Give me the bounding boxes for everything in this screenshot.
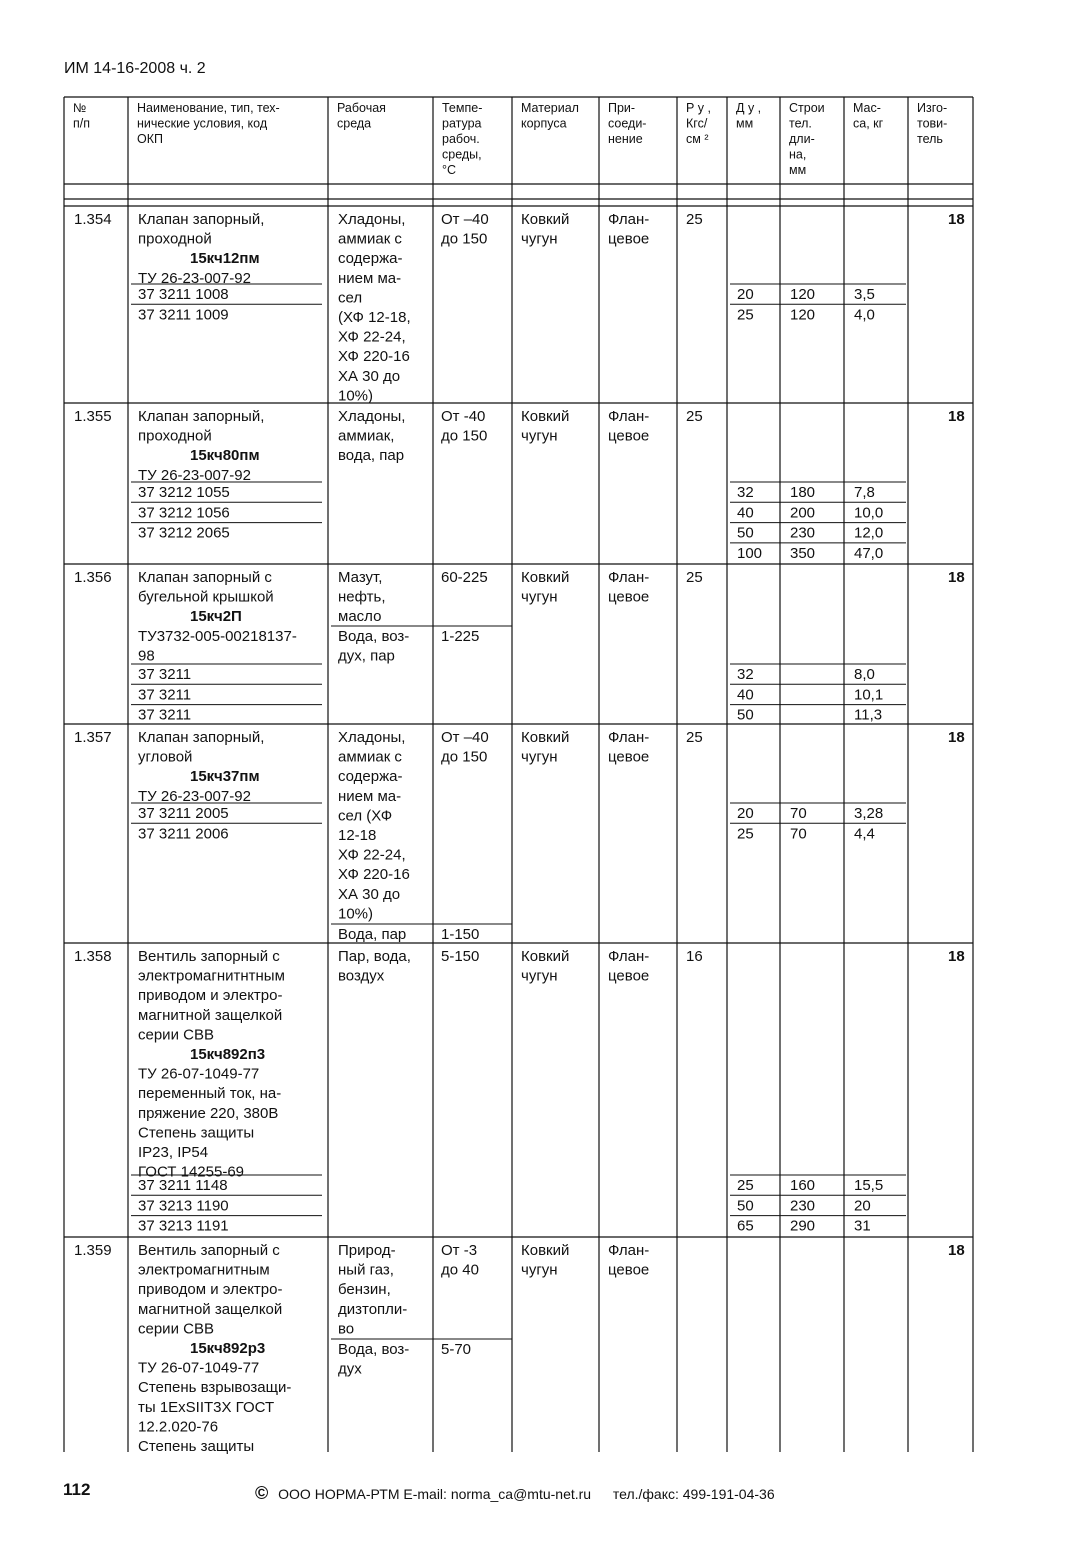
okp-code: 37 3212 2065 <box>138 524 230 542</box>
valve-model: 15кч2П <box>190 608 242 626</box>
nominal-diameter: 50 <box>737 706 754 724</box>
col-header-name: ОКП <box>137 132 163 146</box>
row-number: 1.357 <box>74 729 112 746</box>
valve-model: 15кч80пм <box>190 447 260 465</box>
name-text: Вентиль запорный с <box>138 1242 280 1259</box>
working-medium: (ХФ 12-18, <box>338 309 411 326</box>
construction-length: 350 <box>790 544 816 562</box>
nominal-pressure: 16 <box>686 948 703 965</box>
working-medium: Вода, пар <box>338 926 407 943</box>
okp-code: 37 3211 2005 <box>138 805 229 822</box>
maker-code: 18 <box>948 408 965 425</box>
col-header-length: на, <box>789 147 807 162</box>
valve-model: 15кч12пм <box>190 250 260 268</box>
connection-type: цевое <box>608 588 650 606</box>
temperature: От –40 <box>441 729 489 746</box>
name-text: приводом и электро- <box>138 987 283 1005</box>
temperature: 60-225 <box>441 569 488 586</box>
okp-code: 37 3213 1191 <box>138 1217 229 1235</box>
valve-model: 15кч37пм <box>190 768 260 786</box>
connection-type: Флан- <box>608 948 650 965</box>
name-text: ГОСТ 14255-69 <box>138 1163 245 1181</box>
col-header-medium: среда <box>337 116 372 131</box>
name-text: IP23, IP54 <box>138 1144 209 1161</box>
body-material: чугун <box>521 967 558 985</box>
mass-value: 10,0 <box>854 504 884 522</box>
working-medium: нием ма- <box>338 787 402 805</box>
col-header-pressure: Р у , <box>686 101 712 115</box>
construction-length: 200 <box>790 504 816 522</box>
name-text: Степень защиты <box>138 1438 255 1455</box>
col-header-pressure: см ² <box>686 132 709 146</box>
working-medium: 12-18 <box>338 827 377 844</box>
working-medium: аммиак, <box>338 427 395 445</box>
working-medium: аммиак с <box>338 230 402 248</box>
col-header-connection: нение <box>608 132 643 146</box>
maker-code: 18 <box>948 729 965 746</box>
copyright-icon: © <box>255 1483 269 1503</box>
connection-type: цевое <box>608 427 650 445</box>
document-code: ИМ 14-16-2008 ч. 2 <box>64 60 206 77</box>
mass-value: 3,5 <box>854 286 875 303</box>
col-header-name: нические условия, код <box>137 116 268 131</box>
body-material: Ковкий <box>521 211 570 228</box>
name-text: ТУ 26-07-1049-77 <box>138 1065 260 1083</box>
working-medium: содержа- <box>338 768 403 786</box>
valve-model: 15кч892п3 <box>190 1046 266 1063</box>
working-medium: Пар, вода, <box>338 948 411 965</box>
nominal-pressure: 25 <box>686 408 703 425</box>
name-text: угловой <box>138 748 193 766</box>
maker-code: 18 <box>948 948 965 965</box>
working-medium: Вода, воз- <box>338 628 410 645</box>
temperature: 5-150 <box>441 948 480 965</box>
working-medium: нефть, <box>338 588 386 606</box>
working-medium: ХА 30 до <box>338 885 401 903</box>
connection-type: Флан- <box>608 729 650 746</box>
mass-value: 10,1 <box>854 686 884 704</box>
col-header-temperature: ратура <box>442 116 482 131</box>
working-medium: нием ма- <box>338 269 402 287</box>
body-material: чугун <box>521 427 558 445</box>
col-header-maker: Изго- <box>917 101 948 115</box>
col-header-diameter: мм <box>736 116 754 131</box>
construction-length: 290 <box>790 1217 816 1235</box>
working-medium: Природ- <box>338 1242 396 1259</box>
working-medium: Хладоны, <box>338 729 406 746</box>
col-header-temperature: Темпе- <box>442 101 483 115</box>
name-text: электромагнитнтным <box>138 967 285 985</box>
nominal-diameter: 40 <box>737 504 754 522</box>
construction-length: 230 <box>790 524 816 542</box>
working-medium: воздух <box>338 967 385 985</box>
name-text: 98 <box>138 647 155 665</box>
okp-code: 37 3211 2006 <box>138 825 229 843</box>
nominal-pressure: 25 <box>686 569 703 586</box>
nominal-diameter: 32 <box>737 484 754 501</box>
temperature: до 150 <box>441 230 488 248</box>
col-header-mass: са, кг <box>853 116 884 131</box>
working-medium: масло <box>338 608 382 626</box>
working-medium: Мазут, <box>338 569 383 586</box>
body-material: чугун <box>521 1261 558 1279</box>
col-header-name: Наименование, тип, тех- <box>137 101 280 115</box>
col-header-length: тел. <box>789 116 812 131</box>
nominal-pressure: 25 <box>686 729 703 746</box>
okp-code: 37 3211 <box>138 666 192 683</box>
name-text: ТУ 26-23-007-92 <box>138 787 251 805</box>
working-medium: вода, пар <box>338 447 405 465</box>
okp-code: 37 3212 1056 <box>138 504 230 522</box>
row-number: 1.355 <box>74 408 112 425</box>
row-number: 1.354 <box>74 211 112 228</box>
maker-code: 18 <box>948 211 965 228</box>
okp-code: 37 3211 <box>138 706 192 724</box>
footer-company: ООО НОРМА-РТМ <box>278 1486 400 1502</box>
connection-type: цевое <box>608 1261 650 1279</box>
working-medium: дух <box>338 1360 362 1378</box>
temperature: 1-225 <box>441 628 480 645</box>
name-text: ТУ3732-005-00218137- <box>138 627 297 645</box>
mass-value: 3,28 <box>854 805 884 822</box>
working-medium: Вода, воз- <box>338 1341 410 1358</box>
name-text: бугельной крышкой <box>138 588 274 606</box>
nominal-diameter: 25 <box>737 306 754 324</box>
connection-type: Флан- <box>608 211 650 228</box>
row-number: 1.358 <box>74 948 112 965</box>
working-medium: ный газ, <box>338 1261 394 1279</box>
mass-value: 7,8 <box>854 484 875 501</box>
connection-type: Флан- <box>608 569 650 586</box>
col-header-connection: При- <box>608 101 636 115</box>
footer <box>255 1483 775 1504</box>
mass-value: 12,0 <box>854 524 884 542</box>
nominal-diameter: 25 <box>737 825 754 843</box>
body-material: чугун <box>521 748 558 766</box>
okp-code: 37 3211 <box>138 686 192 704</box>
page-number: 112 <box>63 1480 91 1499</box>
name-text: магнитной защелкой <box>138 1006 283 1024</box>
col-header-temperature: °С <box>442 163 457 177</box>
construction-length: 230 <box>790 1197 816 1215</box>
body-material: чугун <box>521 230 558 248</box>
working-medium: ХФ 22-24, <box>338 846 406 864</box>
nominal-diameter: 50 <box>737 1197 754 1215</box>
body-material: Ковкий <box>521 729 570 746</box>
col-header-length: мм <box>789 163 807 177</box>
working-medium: ХФ 220-16 <box>338 348 410 366</box>
working-medium: дух, пар <box>338 647 395 665</box>
construction-length: 70 <box>790 805 807 822</box>
name-text: пряжение 220, 380В <box>138 1104 279 1122</box>
name-text: серии СВВ <box>138 1026 214 1044</box>
temperature: 1-150 <box>441 926 480 943</box>
col-header-material: корпуса <box>521 116 567 131</box>
nominal-diameter: 40 <box>737 686 754 704</box>
construction-length: 70 <box>790 825 807 843</box>
name-text: Клапан запорный, <box>138 211 265 228</box>
nominal-diameter: 100 <box>737 544 763 562</box>
col-header-number: № <box>73 101 87 115</box>
col-header-medium: Рабочая <box>337 101 386 115</box>
body-material: чугун <box>521 588 558 606</box>
okp-code: 37 3211 1148 <box>138 1177 228 1194</box>
temperature: до 150 <box>441 427 488 445</box>
mass-value: 11,3 <box>854 706 883 724</box>
maker-code: 18 <box>948 1242 965 1259</box>
name-text: проходной <box>138 230 212 248</box>
name-text: электромагнитным <box>138 1261 270 1279</box>
construction-length: 120 <box>790 286 816 303</box>
connection-type: цевое <box>608 230 650 248</box>
name-text: Степень защиты <box>138 1124 255 1142</box>
working-medium: ХА 30 до <box>338 367 401 385</box>
name-text: магнитной защелкой <box>138 1300 283 1318</box>
body-material: Ковкий <box>521 948 570 965</box>
col-header-temperature: рабоч. <box>442 132 480 146</box>
name-text: переменный ток, на- <box>138 1085 282 1103</box>
working-medium: сел (ХФ <box>338 807 393 825</box>
name-text: Клапан запорный с <box>138 569 272 586</box>
working-medium: 10%) <box>338 905 374 923</box>
connection-type: Флан- <box>608 408 650 425</box>
mass-value: 8,0 <box>854 666 875 683</box>
working-medium: дизтопли- <box>338 1300 408 1318</box>
working-medium: 10%) <box>338 387 374 405</box>
temperature: до 150 <box>441 748 488 766</box>
nominal-diameter: 20 <box>737 805 754 822</box>
col-header-maker: тель <box>917 132 943 146</box>
name-text: серии СВВ <box>138 1320 214 1338</box>
name-text: проходной <box>138 427 212 445</box>
col-header-length: дли- <box>789 132 815 146</box>
col-header-maker: тови- <box>917 116 948 131</box>
name-text: ты 1ExSIIT3X ГОСТ <box>138 1398 275 1416</box>
working-medium: во <box>338 1320 355 1338</box>
col-header-pressure: Кгс/ <box>686 116 708 131</box>
temperature: до 40 <box>441 1261 479 1279</box>
nominal-diameter: 65 <box>737 1217 754 1235</box>
valve-model: 15кч892р3 <box>190 1340 266 1357</box>
name-text: Вентиль запорный с <box>138 948 280 965</box>
nominal-pressure: 25 <box>686 211 703 228</box>
construction-length: 120 <box>790 306 816 324</box>
temperature: От -40 <box>441 408 486 425</box>
name-text: Клапан запорный, <box>138 729 265 746</box>
working-medium: ХФ 220-16 <box>338 866 410 884</box>
okp-code: 37 3212 1055 <box>138 484 230 501</box>
col-header-material: Материал <box>521 101 579 115</box>
name-text: приводом и электро- <box>138 1281 283 1299</box>
nominal-diameter: 50 <box>737 524 754 542</box>
row-number: 1.359 <box>74 1242 112 1259</box>
connection-type: цевое <box>608 967 650 985</box>
col-header-length: Строи <box>789 101 825 115</box>
mass-value: 4,0 <box>854 306 875 324</box>
name-text: Клапан запорный, <box>138 408 265 425</box>
working-medium: сел <box>338 289 363 307</box>
col-header-connection: соеди- <box>608 116 647 131</box>
name-text: Степень взрывозащи- <box>138 1379 292 1397</box>
col-header-number: п/п <box>73 116 91 131</box>
okp-code: 37 3211 1009 <box>138 306 229 324</box>
working-medium: содержа- <box>338 250 403 268</box>
okp-code: 37 3211 1008 <box>138 286 229 303</box>
mass-value: 20 <box>854 1197 871 1215</box>
working-medium: Хладоны, <box>338 211 406 228</box>
footer-phone: тел./факс: 499-191-04-36 <box>612 1486 775 1502</box>
nominal-diameter: 32 <box>737 666 754 683</box>
connection-type: цевое <box>608 748 650 766</box>
mass-value: 15,5 <box>854 1177 884 1194</box>
name-text: ТУ 26-23-007-92 <box>138 269 251 287</box>
connection-type: Флан- <box>608 1242 650 1259</box>
mass-value: 47,0 <box>854 544 884 562</box>
working-medium: Хладоны, <box>338 408 406 425</box>
nominal-diameter: 25 <box>737 1177 754 1194</box>
working-medium: бензин, <box>338 1281 391 1299</box>
nominal-diameter: 20 <box>737 286 754 303</box>
name-text: ТУ 26-07-1049-77 <box>138 1359 260 1377</box>
col-header-temperature: среды, <box>442 147 482 162</box>
name-text: ТУ 26-23-007-92 <box>138 466 251 484</box>
temperature: От –40 <box>441 211 489 228</box>
mass-value: 31 <box>854 1217 871 1235</box>
col-header-diameter: Д у , <box>736 101 762 115</box>
okp-code: 37 3213 1190 <box>138 1197 229 1215</box>
body-material: Ковкий <box>521 1242 570 1259</box>
mass-value: 4,4 <box>854 825 875 843</box>
working-medium: ХФ 22-24, <box>338 328 406 346</box>
body-material: Ковкий <box>521 408 570 425</box>
temperature: От -3 <box>441 1242 478 1259</box>
temperature: 5-70 <box>441 1341 472 1358</box>
name-text: 12.2.020-76 <box>138 1418 219 1436</box>
construction-length: 160 <box>790 1177 816 1194</box>
col-header-mass: Мас- <box>853 101 881 115</box>
row-number: 1.356 <box>74 569 112 586</box>
body-material: Ковкий <box>521 569 570 586</box>
working-medium: аммиак с <box>338 748 402 766</box>
footer-email: E-mail: norma_ca@mtu-net.ru <box>403 1486 592 1502</box>
maker-code: 18 <box>948 569 965 586</box>
construction-length: 180 <box>790 484 816 501</box>
